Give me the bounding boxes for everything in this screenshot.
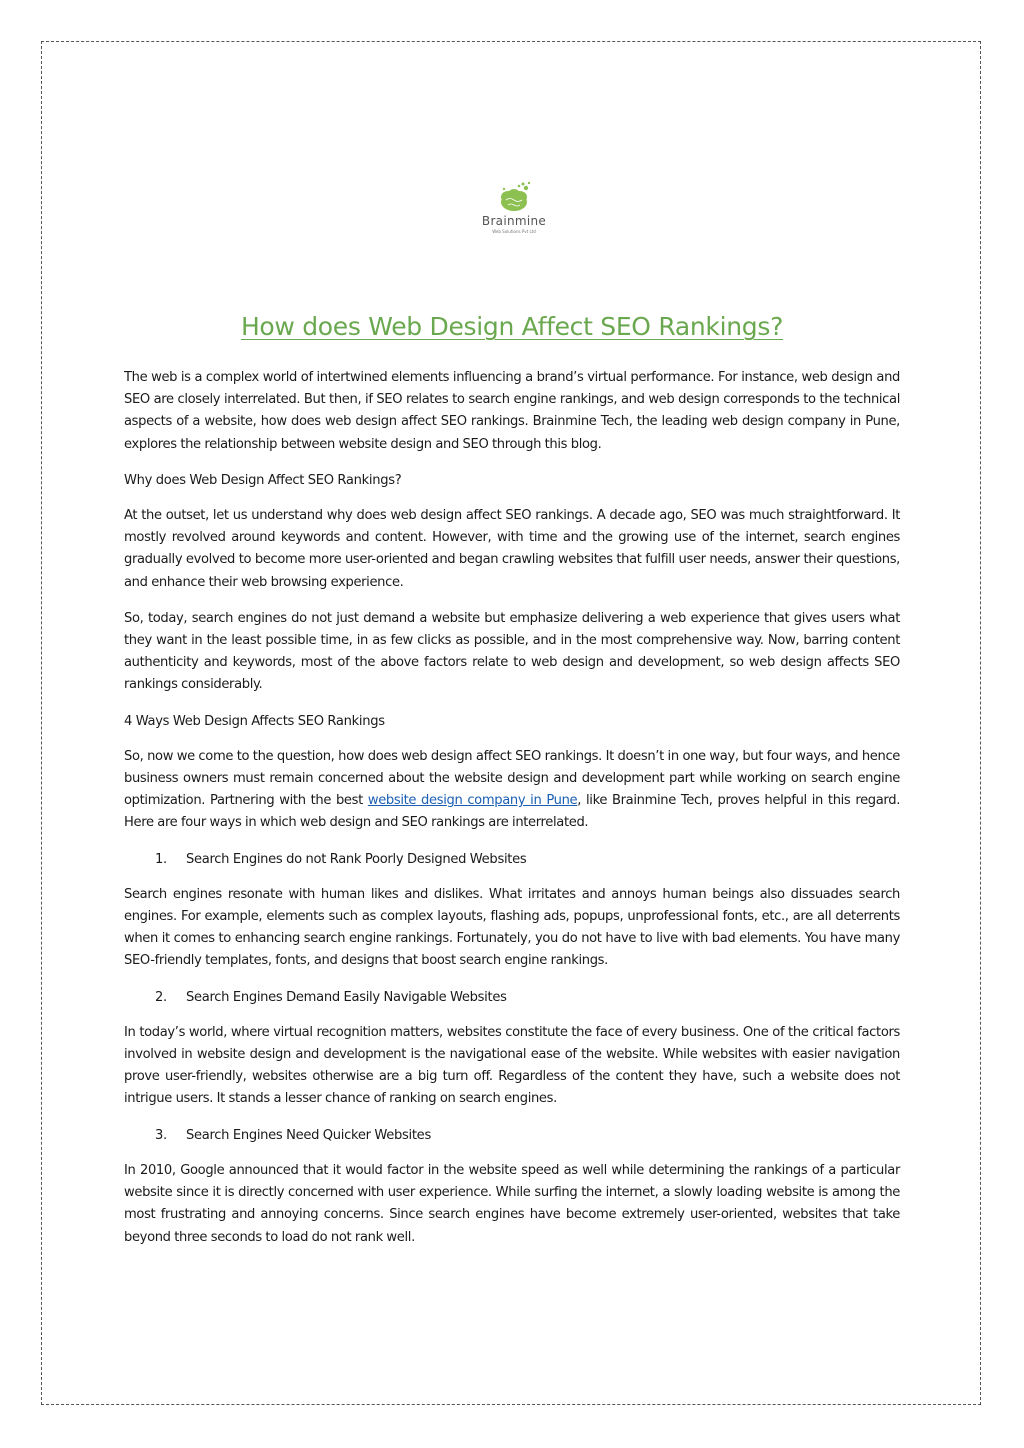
list-number: 1.	[155, 851, 167, 867]
list-item-paragraph-2: In today’s world, where virtual recognition matters, websites constitute the face of every business. One of the critical factors involved in website design and development is the navigational ease of the website. While websites with easier navigation prove user-friendly, websites otherwise are a big turn off. Regardless of the content they have, such a website does not intrigue users. It stands a lesser chance of ranking on search engines.	[124, 1024, 900, 1107]
list-heading-text: Search Engines Demand Easily Navigable Websites	[186, 989, 507, 1005]
list-item-heading-1	[124, 849, 900, 871]
paragraph-ways-text-before: So, now we come to the question, how does web design affect SEO rankings. It doesn’t in one way, but four ways, and hence business owners must remain concerned about the website design and development part while working on search engine optimization. Partnering with the best	[124, 748, 900, 809]
paragraph-ways-text-after: , like Brainmine Tech, proves helpful in this regard. Here are four ways in which web design and SEO rankings are interrelated.	[124, 793, 901, 831]
paragraph-why-1: At the outset, let us understand why does web design affect SEO rankings. A decade ago, SEO was much straightforward. It mostly revolved around keywords and content. However, with time and the growing use of the internet, search engines gradually evolved to become more user-oriented and began crawling websites that fulfill user needs, answer their questions, and enhance their web browsing experience.	[124, 508, 900, 590]
page-title: How does Web Design Affect SEO Rankings?	[240, 312, 784, 341]
intro-paragraph: The web is a complex world of intertwined elements influencing a brand’s virtual performance. For instance, web design and SEO are closely interrelated. But then, if SEO relates to search engine rankings, and web design corresponds to the technical aspects of a website, how does web design affect SEO rankings. Brainmine Tech, the leading web design company in Pune, explores the relationship between website design and SEO through this blog.	[124, 370, 900, 452]
list-heading-text: Search Engines do not Rank Poorly Designed Websites	[186, 851, 527, 867]
list-item-paragraph-1: Search engines resonate with human likes and dislikes. What irritates and annoys human beings also dissuades search engines. For example, elements such as complex layouts, flashing ads, popups, unprofessional fonts, etc., are all deterrents when it comes to enhancing search engine rankings. Fortunately, you do not have to live with bad elements. You have many SEO-friendly templates, fonts, and designs that boost search engine rankings.	[124, 886, 900, 969]
list-number: 2.	[155, 989, 167, 1005]
list-item-heading-2	[124, 987, 900, 1009]
section-heading-ways: 4 Ways Web Design Affects SEO Rankings	[124, 713, 385, 729]
list-heading-text: Search Engines Need Quicker Websites	[186, 1127, 431, 1143]
section-heading-why: Why does Web Design Affect SEO Rankings?	[124, 472, 402, 488]
website-design-company-link[interactable]: website design company in Pune	[367, 793, 578, 809]
list-number: 3.	[155, 1127, 167, 1143]
brainmine-logo	[468, 178, 560, 240]
logo-tagline: Web Solutions Pvt Ltd	[492, 229, 536, 234]
list-item-paragraph-3: In 2010, Google announced that it would factor in the website speed as well while determining the rankings of a particular website since it is directly concerned with user experience. While surfing the internet, a slowly loading website is among the most frustrating and annoying concerns. Since search engines have become extremely user-oriented, websites that take beyond three seconds to load do not rank well.	[124, 1162, 900, 1245]
logo-wordmark: Brainmine	[481, 214, 547, 228]
list-item-heading-3	[124, 1125, 900, 1147]
paragraph-why-2: So, today, search engines do not just demand a website but emphasize delivering a web experience that gives users what they want in the least possible time, in as few clicks as possible, and in the most comprehensive way. Now, barring content authenticity and keywords, most of the above factors relate to web design and development, so web design affects SEO rankings considerably.	[124, 610, 900, 693]
article-body	[124, 367, 900, 1263]
brain-icon	[468, 178, 560, 218]
paragraph-ways	[124, 746, 900, 835]
